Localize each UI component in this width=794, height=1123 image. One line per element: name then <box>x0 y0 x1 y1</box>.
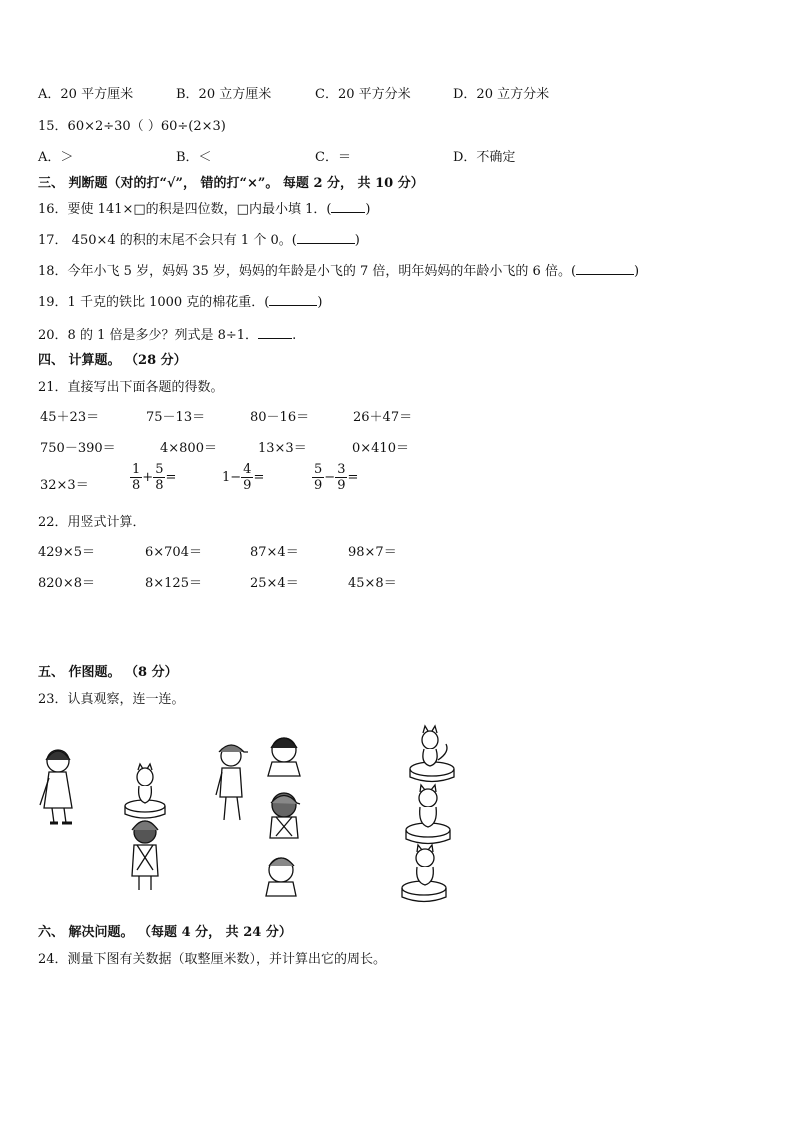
fraction-subtract-from-one: 1− $\frac{4}{9}$ = <box>222 462 265 493</box>
cat-front-option <box>402 845 446 902</box>
q16: 16．要使 141×□的积是四位数，□内最小填 1．( ) <box>38 202 371 217</box>
vertical-calc-item: 25×4＝ <box>250 576 299 591</box>
fraction-sum: $\frac{1}{8}$ + $\frac{5}{8}$ = <box>132 462 177 493</box>
q15-option-a: A．＞ <box>38 150 74 165</box>
vertical-calc-item: 87×4＝ <box>250 545 299 560</box>
q14-option-d: D．20 立方分米 <box>453 87 550 102</box>
vertical-calc-item: 429×5＝ <box>38 545 95 560</box>
vertical-calc-item: 8×125＝ <box>145 576 202 591</box>
calc-item: 13×3＝ <box>258 441 307 456</box>
girl-face-option <box>268 738 300 776</box>
calc-item: 32×3＝ <box>40 478 89 493</box>
section3-title: 三、 判断题（对的打“√”， 错的打“×”。 每题 2 分， 共 10 分） <box>38 176 424 191</box>
calc-item: 45＋23＝ <box>40 410 100 425</box>
q15-option-d: D．不确定 <box>453 150 516 165</box>
cat-side-option <box>410 726 454 782</box>
q14-option-a: A．20 平方厘米 <box>38 87 134 102</box>
vertical-calc-item: 820×8＝ <box>38 576 95 591</box>
q17: 17． 450×4 的积的末尾不会只有 1 个 0。( ) <box>38 233 360 248</box>
section4-title: 四、 计算题。 （28 分） <box>38 353 187 368</box>
calc-item: 80－16＝ <box>250 410 310 425</box>
q22-stem: 22．用竖式计算． <box>38 515 146 530</box>
q15-option-b: B．＜ <box>176 150 212 165</box>
hat-back-option <box>270 793 300 838</box>
vertical-calc-item: 45×8＝ <box>348 576 397 591</box>
q21-stem: 21．直接写出下面各题的得数。 <box>38 380 224 395</box>
vertical-calc-item: 98×7＝ <box>348 545 397 560</box>
q20: 20．8 的 1 倍是多少？列式是 8÷1． . <box>38 328 297 343</box>
calc-item: 75－13＝ <box>146 410 206 425</box>
section5-title: 五、 作图题。 （8 分） <box>38 665 178 680</box>
q14-option-c: C．20 平方分米 <box>315 87 411 102</box>
boy-figure <box>216 745 248 820</box>
cat-back-option <box>406 785 450 844</box>
girl-figure <box>40 750 72 823</box>
q24-stem: 24．测量下图有关数据（取整厘米数），并计算出它的周长。 <box>38 952 387 967</box>
calc-item: 26＋47＝ <box>353 410 413 425</box>
cat-on-platform-center <box>125 764 165 818</box>
calc-item: 4×800＝ <box>160 441 217 456</box>
fraction-difference: $\frac{5}{9}$ − $\frac{3}{9}$ = <box>314 462 359 493</box>
q23-stem: 23．认真观察，连一连。 <box>38 692 185 707</box>
q18: 18．今年小飞 5 岁，妈妈 35 岁，妈妈的年龄是小飞的 7 倍，明年妈妈的年龄小飞的 6 倍。( ) <box>38 264 640 279</box>
q19: 19．1 千克的铁比 1000 克的棉花重．( ) <box>38 295 323 310</box>
q15-stem: 15．60×2÷30（ ）60÷(2×3) <box>38 119 226 134</box>
section6-title: 六、 解决问题。 （每题 4 分， 共 24 分） <box>38 925 292 940</box>
q14-option-b: B．20 立方厘米 <box>176 87 272 102</box>
vertical-calc-item: 6×704＝ <box>145 545 202 560</box>
q15-option-c: C．＝ <box>315 150 351 165</box>
calc-item: 0×410＝ <box>352 441 409 456</box>
child-back-figure <box>132 821 158 890</box>
boy-face-option <box>266 858 296 896</box>
calc-item: 750－390＝ <box>40 441 116 456</box>
